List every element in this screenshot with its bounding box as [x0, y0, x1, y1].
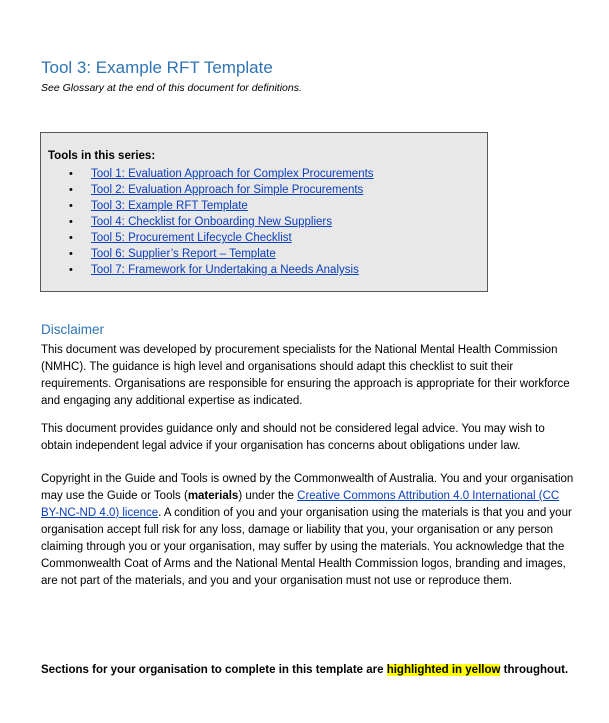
tool-7-link[interactable]: Tool 7: Framework for Undertaking a Needs Analysis	[91, 264, 359, 276]
list-item	[41, 182, 374, 198]
bullet-icon: •	[69, 248, 73, 260]
bullet-icon: •	[69, 184, 73, 196]
instruction-text-2: throughout.	[500, 664, 569, 676]
tool-4-link[interactable]: Tool 4: Checklist for Onboarding New Suppliers	[91, 216, 332, 228]
disclaimer-heading: Disclaimer	[41, 322, 105, 337]
copyright-text-3: . A condition of you and your organisation using the materials is that you and your organisation accept full risk for any loss, damage or liability that you, your organisation or any person claiming through you or your organisation, may suffer by using the materials. You acknowledge that the Commonwealth Coat of Arms and the National Mental Health Commission logos, branding and images, are not part of the materials, and you and your organisation must not use or reproduce them.	[41, 507, 572, 587]
bullet-icon: •	[69, 264, 73, 276]
list-item	[41, 230, 374, 246]
disclaimer-paragraph-2: This document provides guidance only and should not be considered legal advice. You may wish to obtain independent legal advice if your organisation has concerns about obligations under law.	[41, 423, 545, 452]
tool-6-link[interactable]: Tool 6: Supplier’s Report – Template	[91, 248, 276, 260]
copyright-text-1: Copyright in the Guide and Tools is owned by the Commonwealth of Australia. You and your organisation may use the Guide or Tools (	[41, 473, 574, 502]
tool-5-link[interactable]: Tool 5: Procurement Lifecycle Checklist	[91, 232, 292, 244]
highlight-instruction	[41, 664, 568, 676]
licence-link[interactable]: Creative Commons Attribution 4.0 International (CC BY-NC-ND 4.0) licence	[41, 490, 560, 519]
list-item	[41, 262, 374, 278]
bullet-icon: •	[69, 200, 73, 212]
page-subtitle: See Glossary at the end of this document for definitions.	[41, 82, 302, 94]
disclaimer-paragraph-3	[41, 471, 576, 590]
tools-heading: Tools in this series:	[48, 150, 156, 162]
bullet-icon: •	[69, 232, 73, 244]
page-title: Tool 3: Example RFT Template	[41, 58, 273, 77]
instruction-text-1: Sections for your organisation to complete in this template are	[41, 664, 387, 676]
tool-1-link[interactable]: Tool 1: Evaluation Approach for Complex Procurements	[91, 168, 374, 180]
list-item	[41, 166, 374, 182]
tools-list	[41, 166, 374, 278]
tool-3-link[interactable]: Tool 3: Example RFT Template	[91, 200, 248, 212]
materials-term: materials	[187, 490, 239, 502]
highlight-sample: highlighted in yellow	[386, 664, 501, 676]
disclaimer-paragraph-1: This document was developed by procurement specialists for the National Mental Health Commission (NMHC). The guidance is high level and organisations should adapt this checklist to suit their requirements. Organisations are responsible for ensuring the approach is appropriate for their workforce and engaging any additional expertise as indicated.	[41, 344, 570, 407]
tool-2-link[interactable]: Tool 2: Evaluation Approach for Simple Procurements	[91, 184, 364, 196]
list-item	[41, 246, 374, 262]
copyright-text-2: ) under the	[238, 490, 298, 502]
list-item	[41, 198, 374, 214]
tools-series-box	[40, 132, 488, 292]
bullet-icon: •	[69, 168, 73, 180]
bullet-icon: •	[69, 216, 73, 228]
list-item	[41, 214, 374, 230]
